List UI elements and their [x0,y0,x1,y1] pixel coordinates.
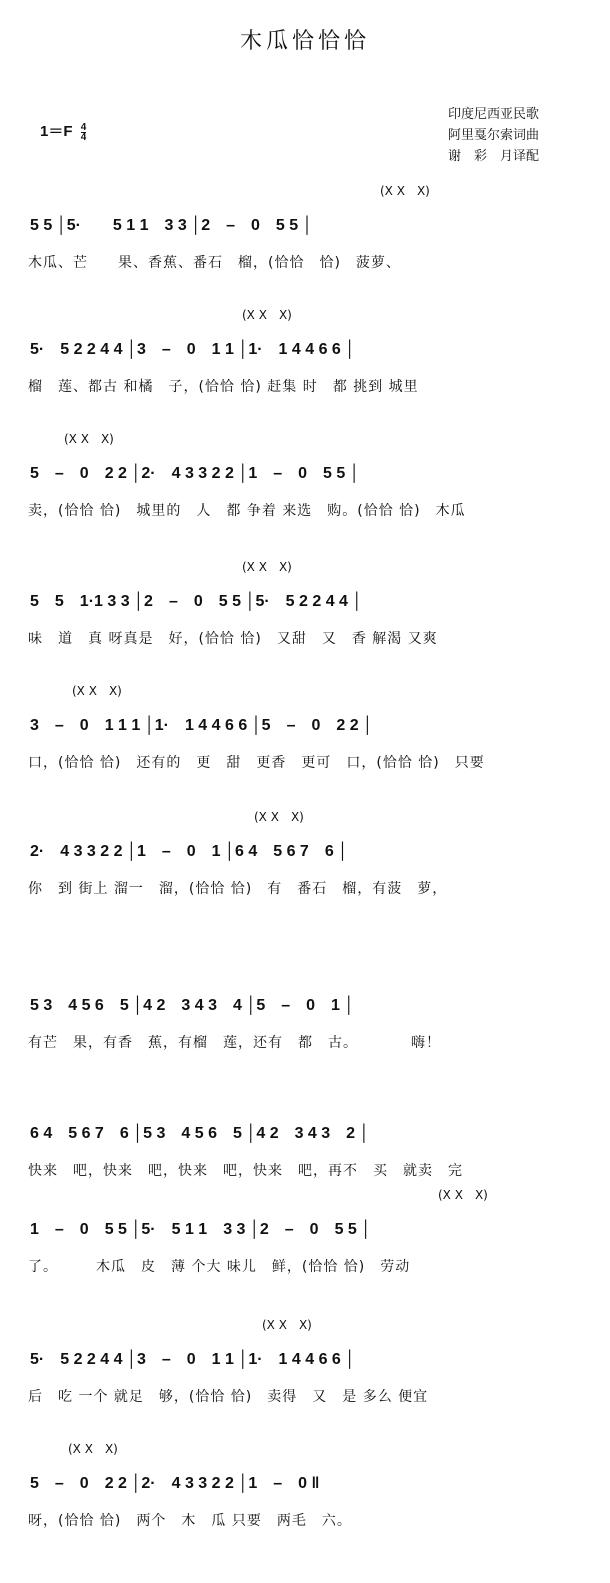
lyric-row: 有芒 果，有香 蕉，有榴 莲，还有 都 古。 嗨！ [28,1035,441,1051]
notation-text: 1 – 0 5 5 │5· 5 1 1 3 3 │2 – 0 5 5 │ [30,1221,372,1238]
notation-row [30,328,580,362]
rhythm-annotation: (X X X) [254,810,304,824]
credits [448,104,539,167]
notation-row [30,830,580,864]
notation-text: 2· 4 3 3 2 2 │1 – 0 1 │6 4 5 6 7 6 │ [30,843,349,860]
lyric-row: 后 吃 一个 就足 够，(恰恰 恰) 卖得 又 是 多么 便宜 [28,1389,429,1405]
notation-row [30,1208,580,1242]
rhythm-annotation: (X X X) [72,684,122,698]
notation-text: 5 – 0 2 2 │2· 4 3 3 2 2 │1 – 0 ‖ [30,1475,320,1492]
rhythm-annotation: (X X X) [242,560,292,574]
key-label: 1＝F [40,123,73,140]
rhythm-annotation: (X X X) [242,308,292,322]
notation-text: 5· 5 2 2 4 4 │3 – 0 1 1 │1· 1 4 4 6 6 │ [30,1351,356,1368]
notation-row [30,1462,580,1496]
rhythm-annotation: (X X X) [380,184,430,198]
notation-text: 6 4 5 6 7 6 │5 3 4 5 6 5 │4 2 3 4 3 2 │ [30,1125,370,1142]
lyric-row: 你 到 街上 溜一 溜，(恰恰 恰) 有 番石 榴，有菠 萝， [28,881,448,897]
lyric-row: 卖，(恰恰 恰) 城里的 人 都 争着 来选 购。(恰恰 恰) 木瓜 [28,503,466,519]
notation-row [30,984,580,1018]
lyric-row: 了。 木瓜 皮 薄 个大 味儿 鲜，(恰恰 恰) 劳动 [28,1259,411,1275]
notation-text: 5 5 │5· 5 1 1 3 3 │2 – 0 5 5 │ [30,217,313,234]
rhythm-annotation: (X X X) [68,1442,118,1456]
lyric-row: 快来 吧，快来 吧，快来 吧，快来 吧，再不 买 就卖 完 [28,1163,463,1179]
notation-row [30,204,580,238]
notation-row [30,1112,580,1146]
notation-row [30,452,580,486]
lyric-row: 味 道 真 呀真是 好，(恰恰 恰) 又甜 又 香 解渴 又爽 [28,631,438,647]
notation-row [30,704,580,738]
notation-row [30,580,580,614]
notation-row [30,1338,580,1372]
rhythm-annotation: (X X X) [438,1188,488,1202]
notation-text: 3 – 0 1 1 1 │1· 1 4 4 6 6 │5 – 0 2 2 │ [30,717,374,734]
lyric-row: 木瓜、芒 果、香蕉、番石 榴，(恰恰 恰) 菠萝、 [28,255,401,271]
time-denominator: 4 [80,131,87,143]
time-signature [81,123,87,142]
lyric-row: 榴 莲、都古 和橘 子，(恰恰 恰) 赶集 时 都 挑到 城里 [28,379,419,395]
credit-origin: 印度尼西亚民歌 [448,107,540,122]
notation-text: 5 5 1·1 3 3 │2 – 0 5 5 │5· 5 2 2 4 4 │ [30,593,363,610]
credit-translator: 谢 彩 月译配 [448,149,540,164]
credit-author: 阿里戛尔索词曲 [448,128,540,143]
key-signature [40,120,86,142]
notation-text: 5 – 0 2 2 │2· 4 3 3 2 2 │1 – 0 5 5 │ [30,465,360,482]
song-title: 木瓜恰恰恰 [239,29,370,54]
notation-text: 5· 5 2 2 4 4 │3 – 0 1 1 │1· 1 4 4 6 6 │ [30,341,356,358]
lyric-row: 呀，(恰恰 恰) 两个 木 瓜 只要 两毛 六。 [28,1513,352,1529]
notation-text: 5 3 4 5 6 5 │4 2 3 4 3 4 │5 – 0 1 │ [30,997,355,1014]
rhythm-annotation: (X X X) [64,432,114,446]
time-numerator: 4 [80,121,87,133]
rhythm-annotation: (X X X) [262,1318,312,1332]
lyric-row: 口，(恰恰 恰) 还有的 更 甜 更香 更可 口，(恰恰 恰) 只要 [28,755,485,771]
